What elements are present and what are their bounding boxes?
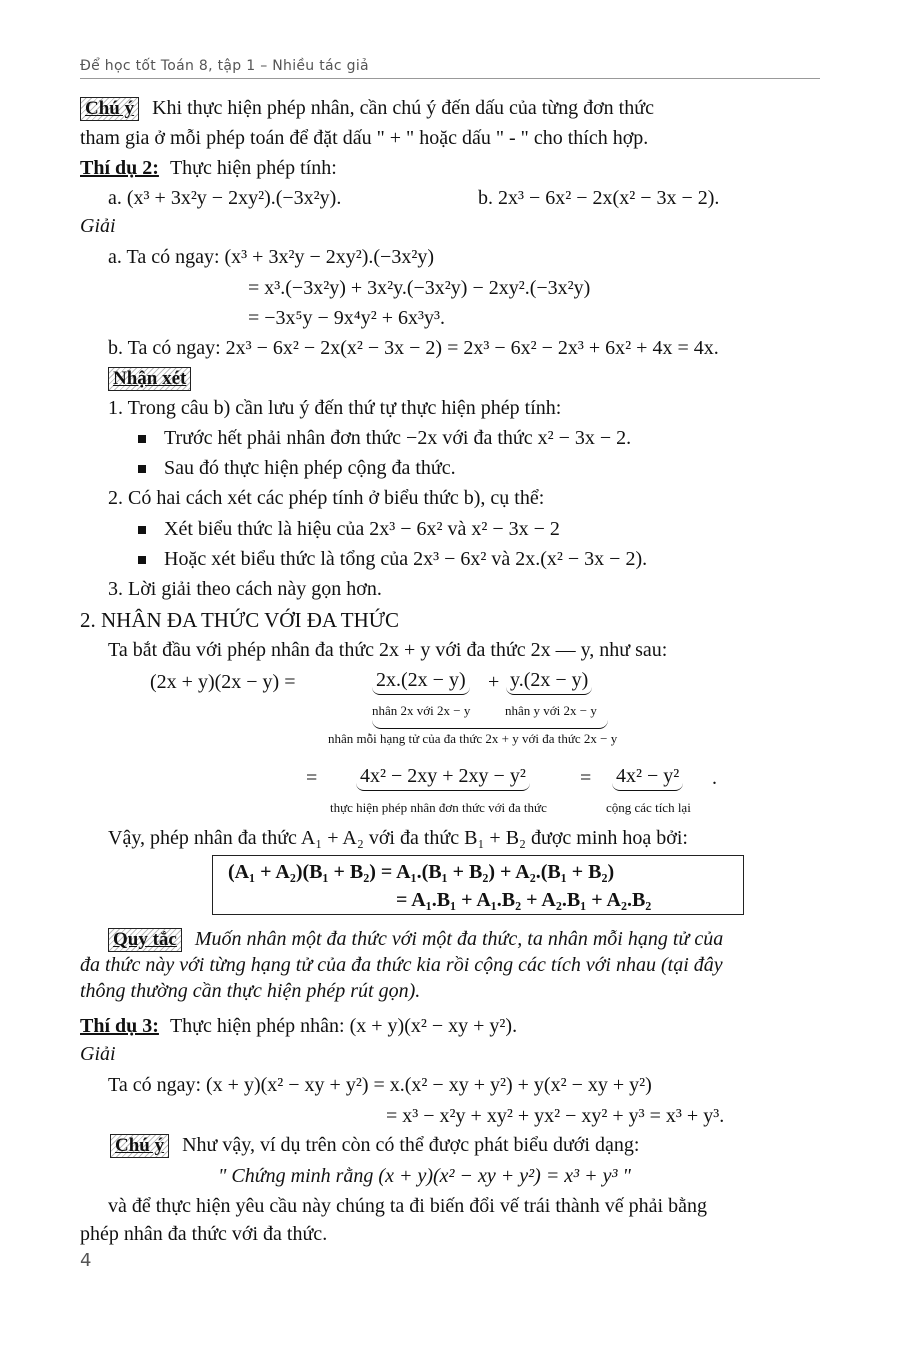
expr3-text: 4x² − y² (612, 764, 683, 791)
expansion-term1 (372, 668, 470, 695)
rule-text2: đa thức này với từng hạng tử của đa thức kia rồi cộng các tích với nhau (tại đây (80, 954, 723, 976)
note2-text2: và để thực hiện yêu cầu này chúng ta đi biến đổi vế trái thành vế phải bằng (108, 1195, 707, 1217)
note2-label: Chú ý (110, 1134, 169, 1158)
ex2-sol-a3: = −3x⁵y − 9x⁴y² + 6x³y³. (248, 307, 446, 329)
ex2-sol-a2: = x³.(−3x²y) + 3x²y.(−3x²y) − 2xy².(−3x²y) (248, 277, 591, 299)
remark-heading (108, 366, 191, 391)
caption-expr2: thực hiện phép nhân đơn thức với đa thức (330, 800, 547, 815)
ex2-sol-b: b. Ta có ngay: 2x³ − 6x² − 2x(x² − 3x − 2) = 2x³ − 6x² − 2x³ + 6x² + 4x = 4x. (108, 337, 719, 359)
bullet-icon (138, 526, 146, 534)
general-intro: Vậy, phép nhân đa thức A₁ + A₂ với đa thức B₁ + B₂ được minh hoạ bởi: (108, 827, 688, 849)
eq3-sign: = (580, 767, 592, 789)
brace-caption-all: nhân mỗi hạng tử của đa thức 2x + y với đa thức 2x − y (328, 731, 618, 746)
ex3-sol1: Ta có ngay: (x + y)(x² − xy + y²) = x.(x² − xy + y²) + y(x² − xy + y²) (108, 1074, 652, 1096)
ex3-label: Thí dụ 3: (80, 1015, 159, 1037)
term1: 2x.(2x − y) (372, 668, 470, 695)
ex3-prompt: Thực hiện phép nhân: (x + y)(x² − xy + y²). (169, 1015, 518, 1037)
expansion-lhs: (2x + y)(2x − y) = (150, 671, 296, 693)
ex2-heading (80, 156, 337, 180)
remark-bullet-4-text: Hoặc xét biểu thức là tổng của 2x³ − 6x² và 2x.(x² − 3x − 2). (164, 548, 648, 570)
remark-bullet-2 (138, 456, 456, 480)
eq2-sign: = (306, 767, 318, 789)
formula-line2: = A₁.B₁ + A₁.B₂ + A₂.B₁ + A₂.B₂ (396, 889, 652, 911)
bullet-icon (138, 435, 146, 443)
page-header: Để học tốt Toán 8, tập 1 – Nhiều tác giả (80, 58, 820, 79)
ex2-b: b. 2x³ − 6x² − 2x(x² − 3x − 2). (478, 187, 720, 209)
bullet-icon (138, 465, 146, 473)
section2-intro: Ta bắt đầu với phép nhân đa thức 2x + y với đa thức 2x — y, như sau: (108, 639, 668, 661)
expansion-plus: + (488, 671, 500, 693)
note2-line1 (110, 1133, 639, 1158)
remark-bullet-3 (138, 517, 560, 541)
note2-quote: " Chứng minh rằng (x + y)(x² − xy + y²) = x³ + y³ " (218, 1165, 631, 1187)
remark-label: Nhận xét (108, 367, 191, 391)
expr3 (612, 764, 683, 791)
page-number: 4 (80, 1250, 92, 1271)
note1-label: Chú ý (80, 97, 139, 121)
section2-title: 2. NHÂN ĐA THỨC VỚI ĐA THỨC (80, 608, 400, 632)
ex3-sol2: = x³ − x²y + xy² + yx² − xy² + y³ = x³ + y³. (386, 1105, 725, 1127)
ex2-a: a. (x³ + 3x²y − 2xy²).(−3x²y). (108, 187, 342, 209)
ex2-label: Thí dụ 2: (80, 157, 159, 179)
note1-line1 (80, 96, 654, 121)
rule-text3: thông thường cần thực hiện phép rút gọn). (80, 980, 421, 1002)
note2-text1: Như vậy, ví dụ trên còn có thể được phát biểu dưới dạng: (182, 1134, 640, 1156)
note1-text2: tham gia ở mỗi phép toán để đặt dấu " + " hoặc dấu " - " cho thích hợp. (80, 127, 649, 149)
caption-expr3: cộng các tích lại (606, 800, 691, 815)
remark-bullet-3-text: Xét biểu thức là hiệu của 2x³ − 6x² và x² − 3x − 2 (164, 518, 560, 540)
ex3-heading (80, 1014, 517, 1038)
expansion-term2 (506, 668, 592, 695)
remark-item-1: 1. Trong câu b) cần lưu ý đến thứ tự thực hiện phép tính: (108, 397, 562, 419)
term2: y.(2x − y) (506, 668, 592, 695)
formula-line1: (A₁ + A₂)(B₁ + B₂) = A₁.(B₁ + B₂) + A₂.(B₁ + B₂) (228, 861, 615, 883)
expr2-text: 4x² − 2xy + 2xy − y² (356, 764, 530, 791)
note2-text3: phép nhân đa thức với đa thức. (80, 1223, 328, 1245)
note1-text1: Khi thực hiện phép nhân, cần chú ý đến dấu của từng đơn thức (152, 97, 654, 119)
ex2-sol-a1: a. Ta có ngay: (x³ + 3x²y − 2xy²).(−3x²y) (108, 246, 434, 268)
rule-label: Quy tắc (108, 928, 182, 952)
remark-item-2: 2. Có hai cách xét các phép tính ở biểu thức b), cụ thể: (108, 487, 545, 509)
brace-all-line (372, 720, 608, 729)
bullet-icon (138, 556, 146, 564)
expr-dot: . (712, 767, 717, 789)
brace-caption-1: nhân 2x với 2x − y (372, 703, 471, 718)
remark-bullet-2-text: Sau đó thực hiện phép cộng đa thức. (164, 457, 456, 479)
rule-line1 (108, 927, 723, 952)
expr2 (356, 764, 530, 791)
rule-text1: Muốn nhân một đa thức với một đa thức, ta nhân mỗi hạng tử của (194, 928, 724, 950)
ex2-giai: Giải (80, 215, 116, 237)
brace-caption-2: nhân y với 2x − y (505, 703, 597, 718)
ex3-giai: Giải (80, 1043, 116, 1065)
remark-bullet-1-text: Trước hết phải nhân đơn thức −2x với đa thức x² − 3x − 2. (164, 427, 632, 449)
remark-item-3: 3. Lời giải theo cách này gọn hơn. (108, 578, 382, 600)
remark-bullet-1 (138, 426, 631, 450)
ex2-prompt: Thực hiện phép tính: (169, 157, 337, 179)
remark-bullet-4 (138, 547, 647, 571)
